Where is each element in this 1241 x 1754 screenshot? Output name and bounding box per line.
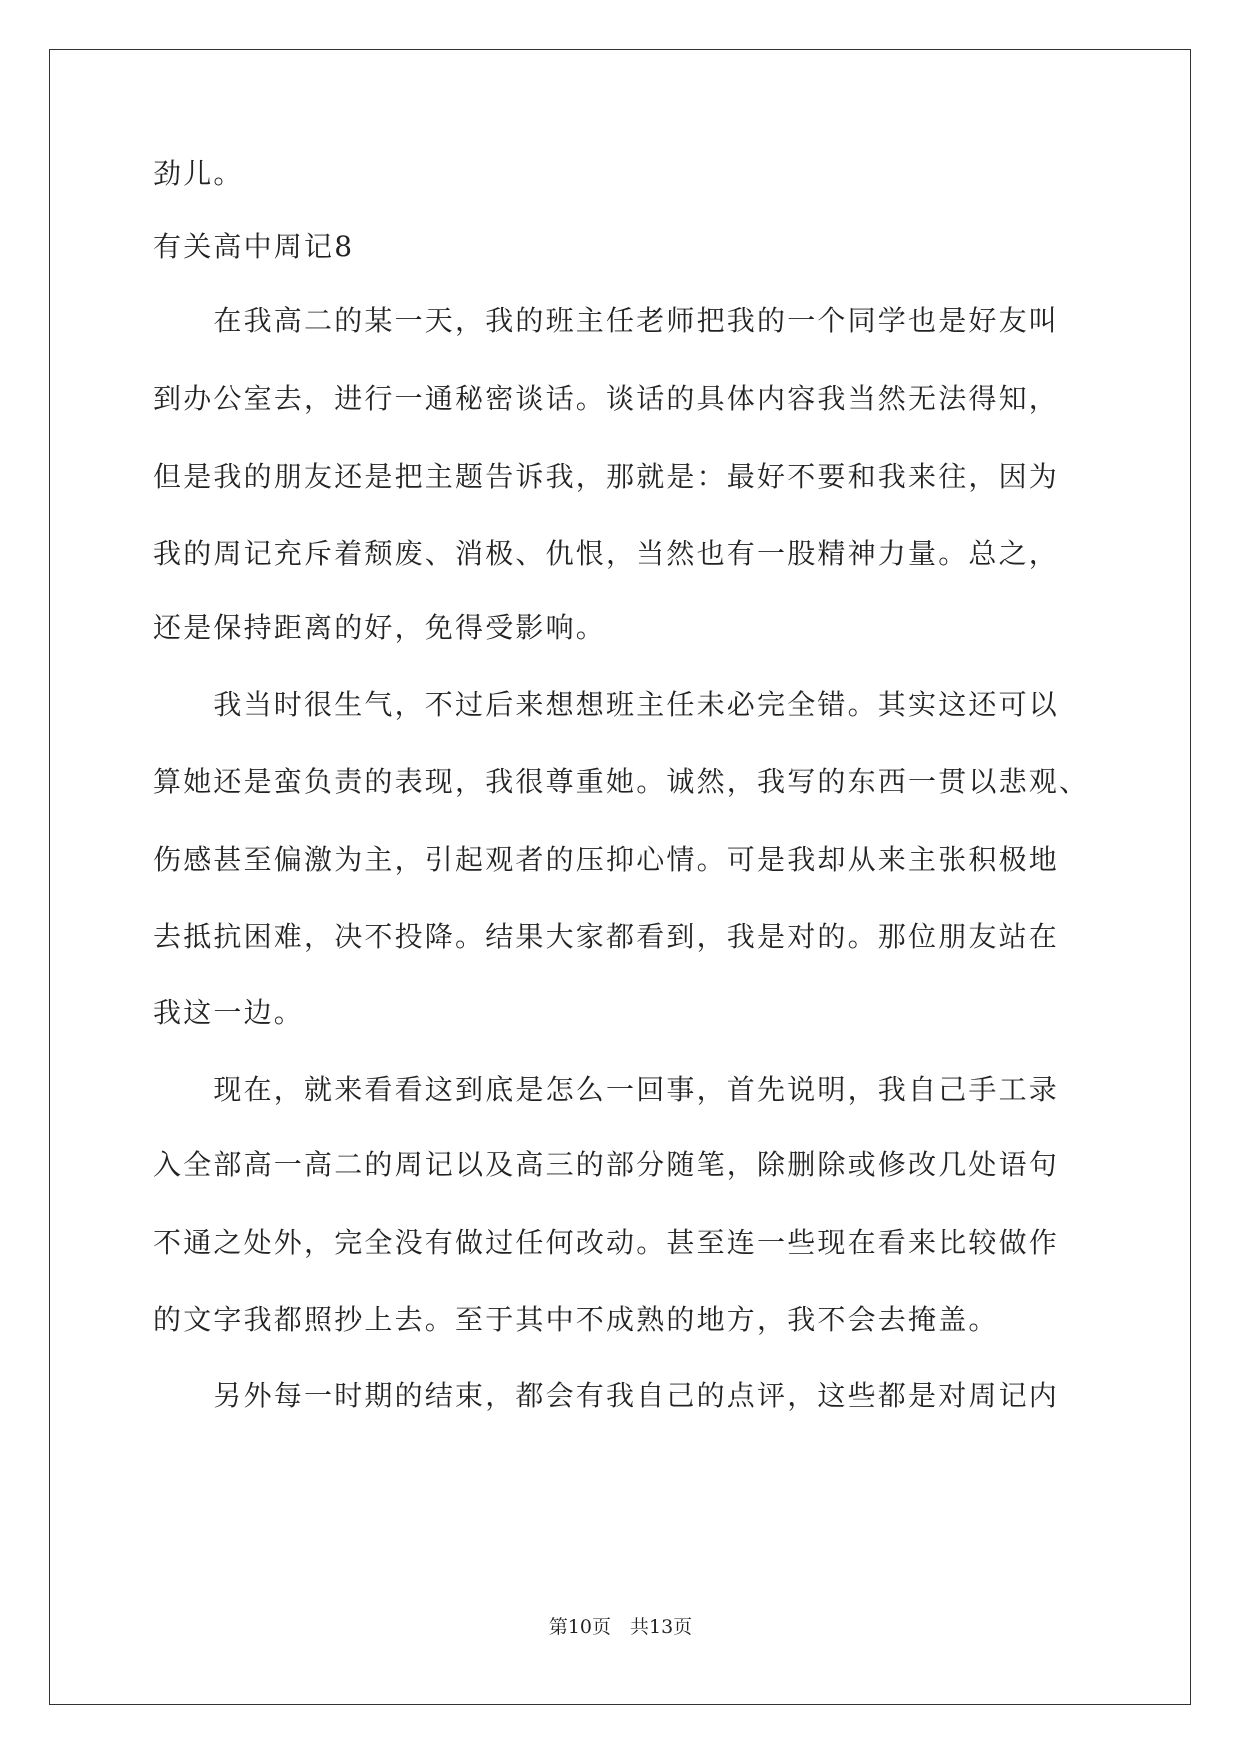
text-line: 劲儿。	[153, 157, 244, 190]
text-line: 我当时很生气，不过后来想想班主任未必完全错。其实这还可以	[153, 688, 1060, 721]
text-line: 的文字我都照抄上去。至于其中不成熟的地方，我不会去掩盖。	[153, 1303, 999, 1336]
text-line: 还是保持距离的好，免得受影响。	[153, 611, 607, 644]
text-line: 另外每一时期的结束，都会有我自己的点评，这些都是对周记内	[153, 1379, 1060, 1412]
text-line: 到办公室去，进行一通秘密谈话。谈话的具体内容我当然无法得知，	[153, 382, 1060, 415]
text-line: 在我高二的某一天，我的班主任老师把我的一个同学也是好友叫	[153, 304, 1060, 337]
page-footer: 第10页 共13页	[548, 1616, 693, 1638]
section-heading: 有关高中周记8	[153, 230, 355, 263]
text-line: 伤感甚至偏激为主，引起观者的压抑心情。可是我却从来主张积极地	[153, 843, 1060, 876]
text-line: 不通之处外，完全没有做过任何改动。甚至连一些现在看来比较做作	[153, 1226, 1060, 1259]
text-line: 入全部高一高二的周记以及高三的部分随笔，除删除或修改几处语句	[153, 1148, 1060, 1181]
text-line: 但是我的朋友还是把主题告诉我，那就是：最好不要和我来往，因为	[153, 460, 1060, 493]
text-line: 现在，就来看看这到底是怎么一回事，首先说明，我自己手工录	[153, 1073, 1060, 1106]
text-line: 我这一边。	[153, 996, 305, 1029]
text-line: 我的周记充斥着颓废、消极、仇恨，当然也有一股精神力量。总之，	[153, 537, 1060, 570]
text-line: 去抵抗困难，决不投降。结果大家都看到，我是对的。那位朋友站在	[153, 920, 1060, 953]
text-line: 算她还是蛮负责的表现，我很尊重她。诚然，我写的东西一贯以悲观、	[153, 765, 1090, 798]
